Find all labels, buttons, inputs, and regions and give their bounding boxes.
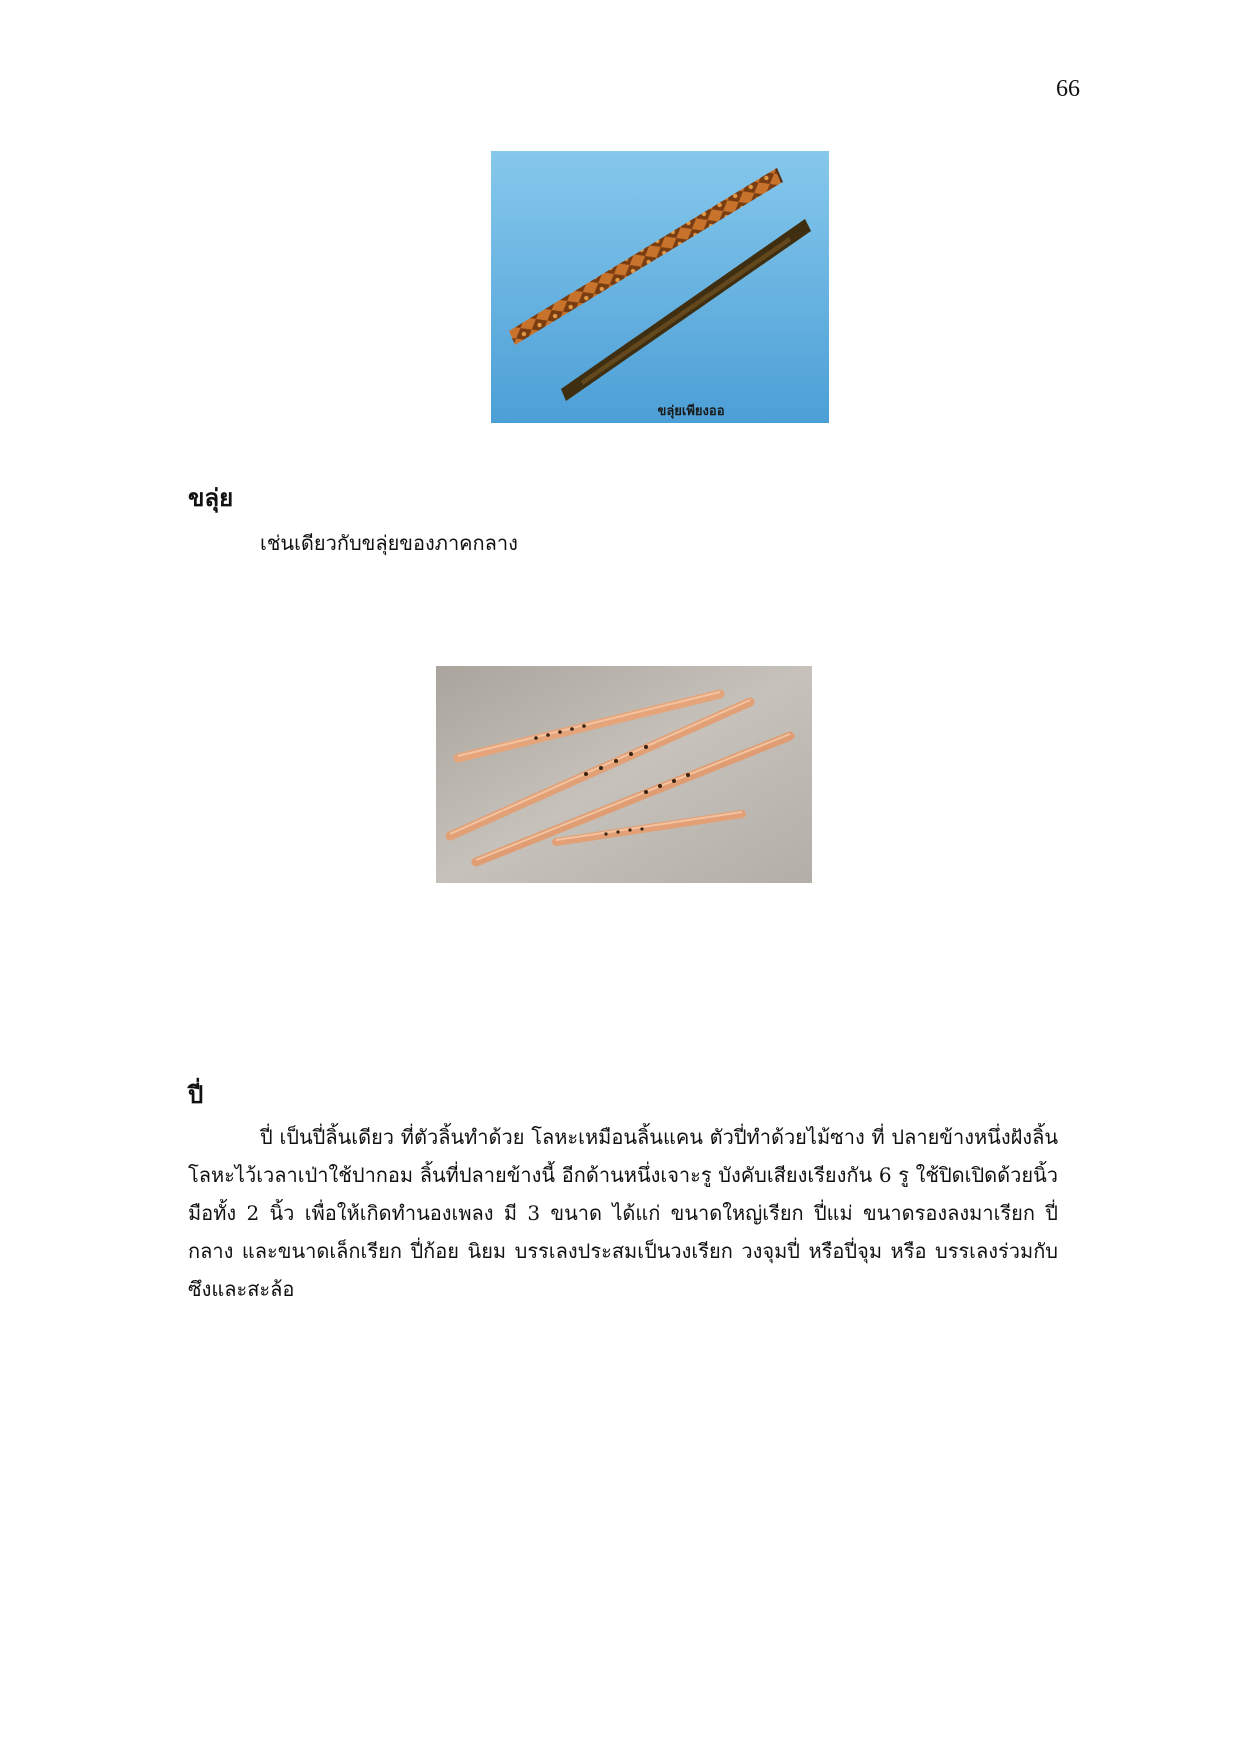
khlui-flutes-image <box>491 151 829 423</box>
figure-pi-photo <box>436 666 812 883</box>
section-heading-pi: ปี่ <box>188 1080 204 1109</box>
section-heading-khlui: ขลุ่ย <box>188 483 234 512</box>
section-body-pi: ปี่ เป็นปี่ลิ้นเดียว ที่ตัวลิ้นทำด้วย โลหะเหมือนลิ้นแคน ตัวปี่ทำด้วยไม้ซาง ที่ ปลายข้างหนึ่งฝังลิ้น โลหะไว้เวลาเป่าใช้ปากอม ลิ้นที่ปลายข้างนี้ อีกด้านหนึ่งเจาะรู บังคับเสียงเรียงกัน 6 รู ใช้ปิดเปิดด้วยนิ้ว มือทั้ง 2 นิ้ว เพื่อให้เกิดทำนองเพลง มี 3 ขนาด ได้แก่ ขนาดใหญ่เรียก ปี่แม่ ขนาดรองลงมาเรียก ปี่กลาง และขนาดเล็กเรียก ปี่ก้อย นิยม บรรเลงประสมเป็นวงเรียก วงจุมปี่ หรือปี่จุม หรือ บรรเลงร่วมกับซึงและสะล้อ <box>188 1125 1058 1301</box>
figure-caption: ขลุ่ยเพียงออ <box>657 404 725 419</box>
section-body-khlui: เช่นเดียวกับขลุ่ยของภาคกลาง <box>260 531 518 555</box>
pi-instruments-image <box>436 666 812 883</box>
page-number: 66 <box>1056 76 1080 102</box>
figure-khlui-photo <box>491 151 829 423</box>
